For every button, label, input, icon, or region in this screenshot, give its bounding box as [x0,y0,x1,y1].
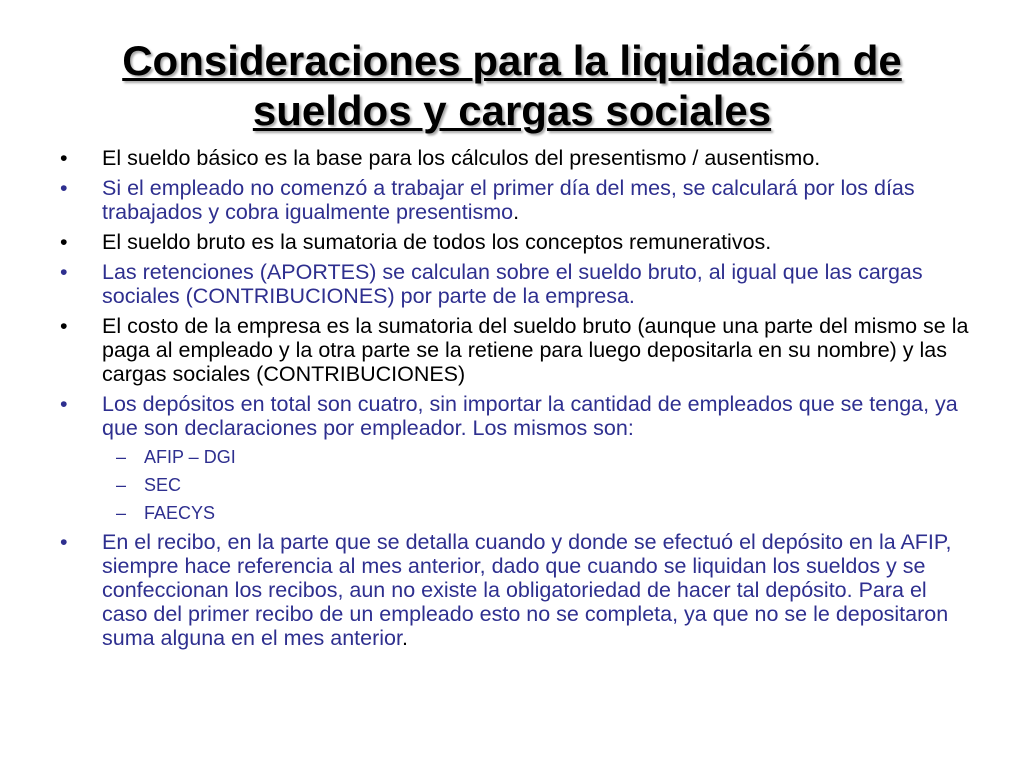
slide-title: Consideraciones para la liquidación de sueldos y cargas sociales [122,37,902,134]
bullet-item-costo-empresa [60,314,970,386]
bullet-item-empleado-no-comenzo [60,176,970,224]
bullet-text: El costo de la empresa es la sumatoria del sueldo bruto (aunque una parte del mismo se la paga al empleado y la otra parte se la retiene para luego depositarla en su nombre) y las cargas sociales (CONTRIBUCIONES) [102,314,969,386]
sub-item-text: FAECYS [144,503,216,523]
bullet-item-sueldo-bruto [60,230,970,254]
bullet-item-depositos [60,392,970,440]
bullet-item-sueldo-basico [60,146,970,170]
bullet-icon: • [60,314,68,338]
bullet-icon: • [60,260,68,284]
bullet-text: Los depósitos en total son cuatro, sin importar la cantidad de empleados que se tenga, ya que son declaraciones por empleador. Los mismos son: [102,392,958,440]
bullet-trailing-period: . [513,200,520,224]
bullet-icon: • [60,176,68,200]
dash-icon: – [116,475,127,495]
sub-item-text: AFIP – DGI [144,447,236,467]
bullet-text: En el recibo, en la parte que se detalla cuando y donde se efectuó el depósito en la AFIP, siempre hace referencia al mes anterior, dado que cuando se liquidan los sueldos y se confeccionan los recibos, aun no existe la obligatoriedad de hacer tal depósito. Para el caso del primer recibo de un empleado esto no se completa, ya que no se le depositaron suma alguna en el mes anterior [102,530,952,650]
bullet-trailing-period: . [401,626,408,650]
dash-icon: – [116,447,127,467]
sub-item-sec [60,474,970,496]
bullet-list [60,146,970,656]
bullet-item-recibo [60,530,970,650]
bullet-icon: • [60,230,68,254]
bullet-text: Si el empleado no comenzó a trabajar el primer día del mes, se calculará por los días trabajados y cobra igualmente presentismo [102,176,915,224]
sub-item-faecys [60,502,970,524]
sub-item-text: SEC [144,475,182,495]
bullet-text: El sueldo básico es la base para los cálculos del presentismo / ausentismo. [102,146,821,170]
bullet-text: El sueldo bruto es la sumatoria de todos los conceptos remunerativos. [102,230,772,254]
bullet-item-retenciones [60,260,970,308]
sub-item-afip [60,446,970,468]
dash-icon: – [116,503,127,523]
bullet-icon: • [60,530,68,554]
bullet-text: Las retenciones (APORTES) se calculan sobre el sueldo bruto, al igual que las cargas sociales (CONTRIBUCIONES) por parte de la empresa. [102,260,923,308]
bullet-icon: • [60,392,68,416]
bullet-icon: • [60,146,68,170]
